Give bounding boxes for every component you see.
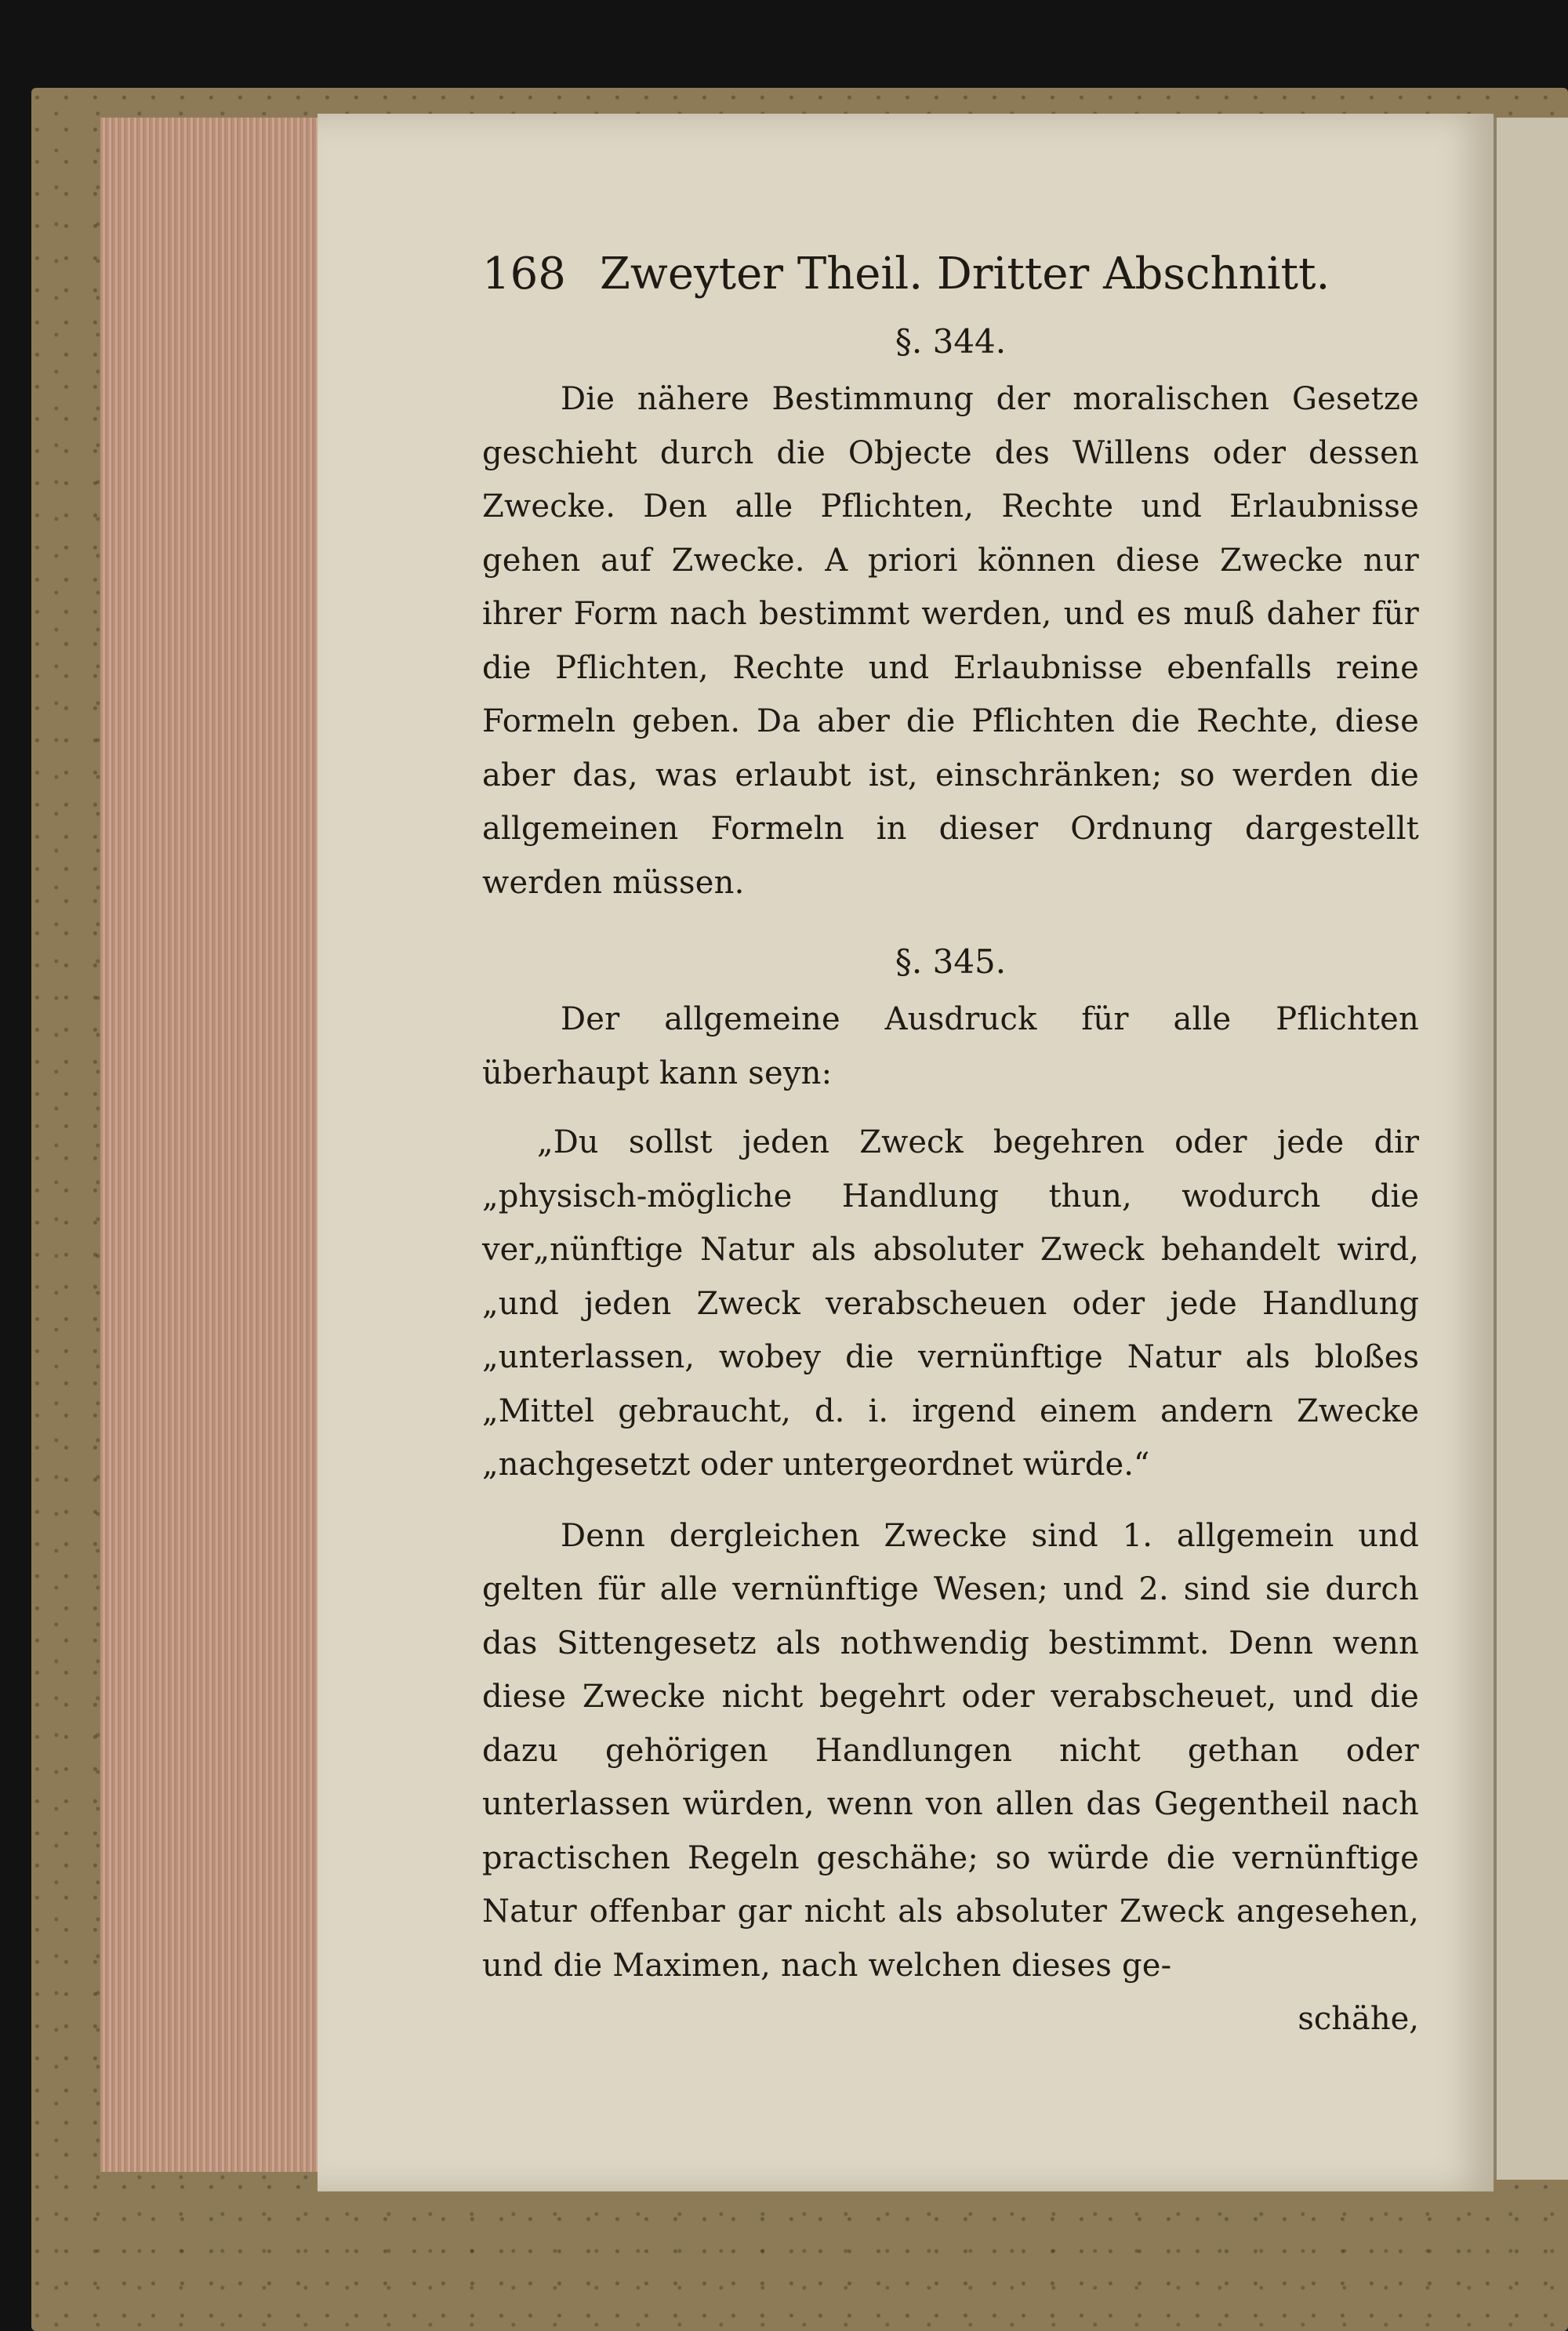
catchword: schähe, [1298,2001,1419,2037]
page-edges [100,118,324,2172]
paragraph-344: Die nähere Bestimmung der moralischen Gesetze geschieht durch die Objecte des Willens oder dessen Zwecke. Den alle Pflichten, Rechte und Erlaubnisse gehen auf Zwecke. A priori können diese Zwecke nur ihrer Form nach bestimmt werden, und es muß daher für die Pflichten, Rechte und Erlaubnisse ebenfalls reine Formeln geben. Da aber die Pflichten die Rechte, diese aber das, was erlaubt ist, einschränken; so werden die allgemeinen Formeln in dieser Ordnung dargestellt werden müssen. [482,381,1419,901]
page-text [482,247,1419,2046]
section-mark-345: §. 345. [895,942,1007,981]
page-number: 168 [482,249,566,300]
quoted-formula: „Du sollst jeden Zweck begehren oder jede dir „physisch-mögliche Handlung thun, wodurch die ver„nünftige Natur als absoluter Zweck behandelt wird, „und jeden Zweck verabscheuen oder jede Handlung „unterlassen, wobey die vernünftige Natur als bloßes „Mittel gebraucht, d. i. irgend einem andern Zwecke „nachgesetzt oder untergeordnet würde.“ [482,1124,1419,1483]
section-mark-344: §. 344. [895,322,1007,361]
running-head [482,247,1419,302]
paragraph-345-intro: Der allgemeine Ausdruck für alle Pflichten überhaupt kann seyn: [482,1001,1419,1091]
running-title: Zweyter Theil. Dritter Abschnitt. [600,249,1330,300]
paragraph-345-body: Denn dergleichen Zwecke sind 1. allgemein und gelten für alle vernünftige Wesen; und 2. sind sie durch das Sittengesetz als nothwendig bestimmt. Denn wenn diese Zwecke nicht begehrt oder verabscheuet, und die dazu gehörigen Handlungen nicht gethan oder unterlassen würden, wenn von allen das Gegentheil nach practischen Regeln geschähe; so würde die vernünftige Natur offenbar gar nicht als absoluter Zweck angesehen, und die Maximen, nach welchen dieses ge- [482,1517,1419,1984]
facing-page-edge [1494,118,1568,2180]
